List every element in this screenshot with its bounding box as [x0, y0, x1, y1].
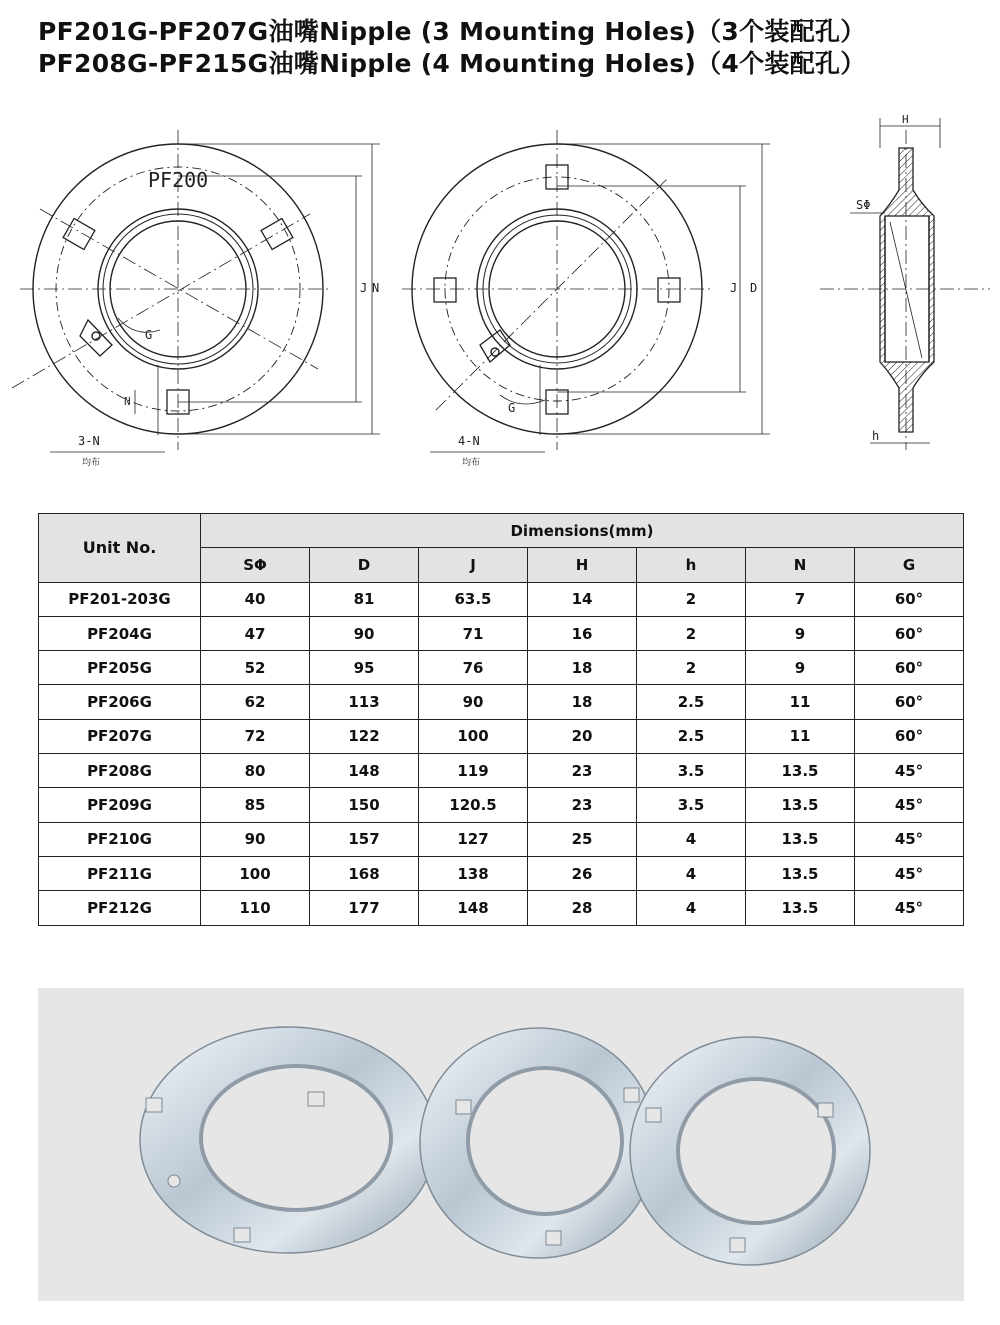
dimension-cell: 148: [310, 754, 419, 788]
dimensions-header: Dimensions(mm): [201, 514, 964, 548]
dimension-cell: 2: [637, 651, 746, 685]
table-row: [39, 582, 964, 616]
dimension-cell: 11: [746, 685, 855, 719]
dimension-cell: 16: [528, 616, 637, 650]
unit-no-cell: PF209G: [39, 788, 201, 822]
column-header: SΦ: [201, 548, 310, 582]
dimension-cell: 76: [419, 651, 528, 685]
dimension-cell: 138: [419, 856, 528, 890]
dimension-cell: 45°: [855, 856, 964, 890]
dimension-cell: 14: [528, 582, 637, 616]
angle-label-left: G: [145, 328, 153, 342]
unit-no-cell: PF210G: [39, 822, 201, 856]
flange-photo-3-hole: [140, 1027, 436, 1253]
dimension-cell: 2: [637, 582, 746, 616]
title-block: [38, 16, 866, 80]
unit-no-cell: PF208G: [39, 754, 201, 788]
flange-photo-4-hole: [420, 1028, 656, 1258]
unit-no-header: Unit No.: [39, 514, 201, 583]
dimension-cell: 13.5: [746, 822, 855, 856]
column-header: D: [310, 548, 419, 582]
dimension-cell: 45°: [855, 891, 964, 925]
dimension-cell: 2: [637, 616, 746, 650]
dimension-cell: 13.5: [746, 754, 855, 788]
dimension-cell: 47: [201, 616, 310, 650]
table-row: [39, 685, 964, 719]
dimension-cell: 2.5: [637, 685, 746, 719]
dimension-cell: 100: [201, 856, 310, 890]
table-row: [39, 754, 964, 788]
column-header: G: [855, 548, 964, 582]
table-row: [39, 856, 964, 890]
dimension-cell: 100: [419, 719, 528, 753]
dimension-cell: 90: [419, 685, 528, 719]
title-line-1: PF201G-PF207G油嘴Nipple (3 Mounting Holes)（3个装配孔）: [38, 17, 866, 46]
dimension-cell: 71: [419, 616, 528, 650]
flange-photo-3-hole-back: [630, 1037, 870, 1265]
dimension-cell: 168: [310, 856, 419, 890]
technical-drawing: [0, 100, 1000, 480]
dimension-cell: 148: [419, 891, 528, 925]
sphere-label: SΦ: [856, 198, 871, 212]
dimension-cell: 23: [528, 754, 637, 788]
unit-no-cell: PF201-203G: [39, 582, 201, 616]
n-label-side: N: [372, 281, 380, 295]
dimension-cell: 60°: [855, 685, 964, 719]
dimension-cell: 60°: [855, 719, 964, 753]
dimension-cell: 23: [528, 788, 637, 822]
dimension-cell: 60°: [855, 616, 964, 650]
dimension-cell: 72: [201, 719, 310, 753]
dimension-cell: 45°: [855, 822, 964, 856]
table-row: [39, 788, 964, 822]
distributed-label-left: 均布: [82, 458, 101, 468]
dimension-cell: 52: [201, 651, 310, 685]
dimensions-table-wrap: [38, 513, 964, 926]
dimension-cell: 3.5: [637, 788, 746, 822]
dimension-cell: 110: [201, 891, 310, 925]
dimension-cell: 4: [637, 822, 746, 856]
dimension-cell: 40: [201, 582, 310, 616]
unit-no-cell: PF205G: [39, 651, 201, 685]
dimension-cell: 127: [419, 822, 528, 856]
unit-no-cell: PF212G: [39, 891, 201, 925]
column-header: h: [637, 548, 746, 582]
column-header: J: [419, 548, 528, 582]
dimension-cell: 85: [201, 788, 310, 822]
dimension-cell: 60°: [855, 651, 964, 685]
dimension-cell: 9: [746, 651, 855, 685]
dimension-cell: 62: [201, 685, 310, 719]
dimension-cell: 3.5: [637, 754, 746, 788]
j-label-right: J: [730, 281, 738, 295]
dimension-cell: 113: [310, 685, 419, 719]
distributed-label-right: 均布: [462, 458, 481, 468]
dimension-cell: 63.5: [419, 582, 528, 616]
table-body: [39, 582, 964, 925]
dimension-cell: 9: [746, 616, 855, 650]
product-photo: [38, 988, 964, 1301]
unit-no-cell: PF207G: [39, 719, 201, 753]
dimension-cell: 45°: [855, 754, 964, 788]
table-row: [39, 651, 964, 685]
dimension-cell: 90: [310, 616, 419, 650]
j-label-left: J: [360, 281, 368, 295]
dimension-cell: 26: [528, 856, 637, 890]
n-label-left: N: [124, 395, 131, 408]
hole-count-right: 4-N: [458, 434, 480, 448]
dimensions-table: [38, 513, 964, 926]
dimension-cell: 45°: [855, 788, 964, 822]
table-row: [39, 719, 964, 753]
dimension-cell: 4: [637, 856, 746, 890]
dimension-cell: 60°: [855, 582, 964, 616]
side-section-view: [820, 118, 990, 450]
column-header: N: [746, 548, 855, 582]
front-view-4-holes: [402, 130, 770, 452]
dimension-cell: 150: [310, 788, 419, 822]
dimension-cell: 28: [528, 891, 637, 925]
dimension-cell: 80: [201, 754, 310, 788]
dimension-cell: 11: [746, 719, 855, 753]
dimension-cell: 13.5: [746, 856, 855, 890]
h-label: H: [902, 113, 909, 126]
dimension-cell: 122: [310, 719, 419, 753]
dimension-cell: 2.5: [637, 719, 746, 753]
dimension-cell: 119: [419, 754, 528, 788]
hole-count-left: 3-N: [78, 434, 100, 448]
dimension-cell: 13.5: [746, 891, 855, 925]
unit-no-cell: PF206G: [39, 685, 201, 719]
dimension-cell: 95: [310, 651, 419, 685]
dimension-cell: 18: [528, 651, 637, 685]
unit-no-cell: PF204G: [39, 616, 201, 650]
dimension-cell: 4: [637, 891, 746, 925]
dimension-cell: 120.5: [419, 788, 528, 822]
table-row: [39, 616, 964, 650]
dimension-cell: 13.5: [746, 788, 855, 822]
dimension-cell: 20: [528, 719, 637, 753]
title-line-2: PF208G-PF215G油嘴Nipple (4 Mounting Holes)（4个装配孔）: [38, 49, 866, 78]
dimension-cell: 25: [528, 822, 637, 856]
dimension-cell: 81: [310, 582, 419, 616]
dimension-cell: 177: [310, 891, 419, 925]
table-row: [39, 891, 964, 925]
dimension-cell: 18: [528, 685, 637, 719]
dimension-cell: 90: [201, 822, 310, 856]
table-row: [39, 822, 964, 856]
dimension-cell: 157: [310, 822, 419, 856]
d-label: D: [750, 281, 758, 295]
model-label: PF200: [148, 168, 209, 192]
angle-label-right: G: [508, 401, 516, 415]
unit-no-cell: PF211G: [39, 856, 201, 890]
column-header: H: [528, 548, 637, 582]
small-h-label: h: [872, 429, 880, 443]
dimension-cell: 7: [746, 582, 855, 616]
